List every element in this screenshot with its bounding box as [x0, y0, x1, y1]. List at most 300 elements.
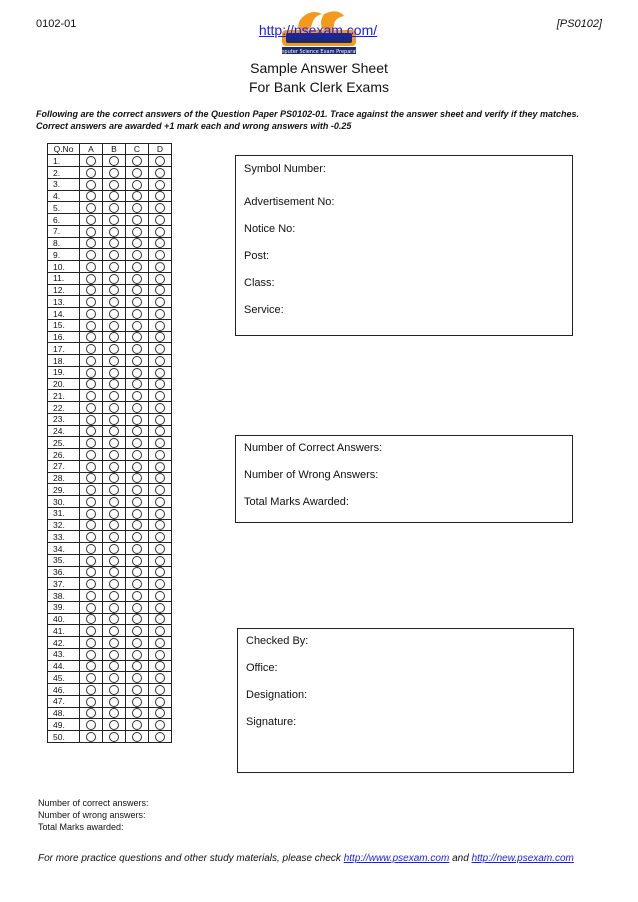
answer-bubble[interactable]: [109, 661, 119, 671]
answer-bubble[interactable]: [86, 567, 96, 577]
answer-row: [48, 167, 172, 179]
answer-bubble[interactable]: [109, 520, 119, 530]
answer-bubble[interactable]: [132, 379, 142, 389]
answer-row: [48, 601, 172, 613]
answer-bubble[interactable]: [155, 708, 165, 718]
answer-bubble[interactable]: [86, 238, 96, 248]
answer-bubble[interactable]: [132, 191, 142, 201]
answer-bubble[interactable]: [155, 685, 165, 695]
answer-bubble[interactable]: [109, 673, 119, 683]
option-cell-c: [126, 613, 149, 625]
answer-bubble[interactable]: [132, 285, 142, 295]
answer-bubble[interactable]: [132, 556, 142, 566]
answer-bubble[interactable]: [86, 485, 96, 495]
answer-bubble[interactable]: [155, 344, 165, 354]
question-number: 32.: [48, 519, 80, 531]
option-cell-d: [149, 484, 172, 496]
answer-bubble[interactable]: [86, 497, 96, 507]
answer-bubble[interactable]: [155, 321, 165, 331]
answer-bubble[interactable]: [109, 379, 119, 389]
question-number: 35.: [48, 554, 80, 566]
answer-bubble[interactable]: [86, 191, 96, 201]
option-cell-d: [149, 225, 172, 237]
option-cell-b: [103, 366, 126, 378]
answer-bubble[interactable]: [86, 661, 96, 671]
answer-bubble[interactable]: [132, 567, 142, 577]
answer-row: [48, 178, 172, 190]
answer-bubble[interactable]: [132, 697, 142, 707]
option-cell-b: [103, 343, 126, 355]
option-cell-b: [103, 472, 126, 484]
answer-bubble[interactable]: [155, 356, 165, 366]
answer-bubble[interactable]: [132, 650, 142, 660]
question-number: 13.: [48, 296, 80, 308]
question-number: 21.: [48, 390, 80, 402]
answer-bubble[interactable]: [132, 462, 142, 472]
answer-grid-header: [48, 144, 172, 155]
answer-bubble[interactable]: [155, 238, 165, 248]
option-cell-d: [149, 625, 172, 637]
answer-bubble[interactable]: [132, 274, 142, 284]
option-cell-c: [126, 178, 149, 190]
answer-row: [48, 543, 172, 555]
option-cell-b: [103, 531, 126, 543]
summary-total: Total Marks awarded:: [38, 822, 124, 832]
answer-bubble[interactable]: [155, 180, 165, 190]
answer-bubble[interactable]: [109, 497, 119, 507]
answer-bubble[interactable]: [86, 403, 96, 413]
answer-bubble[interactable]: [132, 509, 142, 519]
answer-bubble[interactable]: [155, 732, 165, 742]
option-cell-b: [103, 237, 126, 249]
answer-bubble[interactable]: [109, 321, 119, 331]
answer-bubble[interactable]: [132, 180, 142, 190]
answer-bubble[interactable]: [86, 697, 96, 707]
option-cell-a: [80, 507, 103, 519]
answer-bubble[interactable]: [132, 321, 142, 331]
summary-correct: Number of correct answers:: [38, 798, 149, 808]
option-cell-c: [126, 343, 149, 355]
option-cell-c: [126, 590, 149, 602]
answer-bubble[interactable]: [109, 180, 119, 190]
answer-bubble[interactable]: [132, 215, 142, 225]
option-cell-d: [149, 355, 172, 367]
answer-bubble[interactable]: [155, 544, 165, 554]
answer-bubble[interactable]: [86, 227, 96, 237]
answer-bubble[interactable]: [109, 391, 119, 401]
answer-bubble[interactable]: [86, 473, 96, 483]
answer-bubble[interactable]: [155, 285, 165, 295]
answer-bubble[interactable]: [86, 309, 96, 319]
answer-bubble[interactable]: [155, 603, 165, 613]
option-cell-c: [126, 484, 149, 496]
answer-bubble[interactable]: [86, 626, 96, 636]
total-marks-label: Total Marks Awarded:: [244, 496, 349, 508]
option-cell-d: [149, 613, 172, 625]
answer-row: [48, 566, 172, 578]
answer-bubble[interactable]: [109, 215, 119, 225]
answer-bubble[interactable]: [155, 403, 165, 413]
option-cell-b: [103, 202, 126, 214]
answer-bubble[interactable]: [132, 579, 142, 589]
answer-bubble[interactable]: [155, 368, 165, 378]
option-cell-c: [126, 543, 149, 555]
answer-bubble[interactable]: [155, 426, 165, 436]
option-cell-c: [126, 155, 149, 167]
option-cell-c: [126, 460, 149, 472]
answer-bubble[interactable]: [109, 509, 119, 519]
option-cell-a: [80, 449, 103, 461]
answer-bubble[interactable]: [132, 238, 142, 248]
answer-bubble[interactable]: [109, 191, 119, 201]
answer-bubble[interactable]: [155, 697, 165, 707]
answer-bubble[interactable]: [132, 473, 142, 483]
answer-bubble[interactable]: [86, 591, 96, 601]
answer-bubble[interactable]: [109, 285, 119, 295]
answer-bubble[interactable]: [155, 638, 165, 648]
answer-bubble[interactable]: [109, 450, 119, 460]
answer-bubble[interactable]: [86, 544, 96, 554]
option-cell-c: [126, 637, 149, 649]
answer-row: [48, 554, 172, 566]
answer-bubble[interactable]: [86, 509, 96, 519]
answer-bubble[interactable]: [132, 250, 142, 260]
answer-row: [48, 472, 172, 484]
answer-bubble[interactable]: [109, 438, 119, 448]
answer-bubble[interactable]: [132, 661, 142, 671]
option-cell-c: [126, 225, 149, 237]
answer-bubble[interactable]: [155, 191, 165, 201]
answer-bubble[interactable]: [109, 579, 119, 589]
answer-bubble[interactable]: [132, 309, 142, 319]
answer-bubble[interactable]: [86, 168, 96, 178]
correct-answers-label: Number of Correct Answers:: [244, 442, 383, 454]
answer-bubble[interactable]: [132, 403, 142, 413]
answer-row: [48, 319, 172, 331]
question-number: 17.: [48, 343, 80, 355]
answer-bubble[interactable]: [132, 227, 142, 237]
option-cell-d: [149, 601, 172, 613]
answer-bubble[interactable]: [86, 708, 96, 718]
option-cell-b: [103, 272, 126, 284]
answer-bubble[interactable]: [109, 344, 119, 354]
answer-bubble[interactable]: [109, 227, 119, 237]
answer-bubble[interactable]: [86, 462, 96, 472]
answer-bubble[interactable]: [86, 426, 96, 436]
option-cell-a: [80, 484, 103, 496]
option-cell-c: [126, 355, 149, 367]
answer-bubble[interactable]: [109, 368, 119, 378]
answer-bubble[interactable]: [132, 591, 142, 601]
answer-bubble[interactable]: [132, 391, 142, 401]
answer-bubble[interactable]: [86, 603, 96, 613]
answer-bubble[interactable]: [155, 532, 165, 542]
question-number: 19.: [48, 366, 80, 378]
answer-bubble[interactable]: [109, 332, 119, 342]
answer-bubble[interactable]: [109, 732, 119, 742]
answer-bubble[interactable]: [132, 603, 142, 613]
answer-bubble[interactable]: [109, 685, 119, 695]
answer-bubble[interactable]: [86, 321, 96, 331]
answer-bubble[interactable]: [86, 450, 96, 460]
answer-bubble[interactable]: [86, 520, 96, 530]
option-cell-b: [103, 719, 126, 731]
question-number: 34.: [48, 543, 80, 555]
option-cell-c: [126, 449, 149, 461]
answer-bubble[interactable]: [132, 708, 142, 718]
answer-row: [48, 190, 172, 202]
answer-bubble[interactable]: [132, 356, 142, 366]
answer-bubble[interactable]: [155, 567, 165, 577]
answer-bubble[interactable]: [132, 332, 142, 342]
answer-bubble[interactable]: [155, 379, 165, 389]
answer-bubble[interactable]: [132, 368, 142, 378]
answer-bubble[interactable]: [155, 497, 165, 507]
answer-bubble[interactable]: [155, 661, 165, 671]
answer-bubble[interactable]: [86, 368, 96, 378]
answer-bubble[interactable]: [86, 685, 96, 695]
answer-bubble[interactable]: [109, 168, 119, 178]
option-cell-c: [126, 554, 149, 566]
answer-bubble[interactable]: [109, 485, 119, 495]
option-cell-d: [149, 437, 172, 449]
answer-bubble[interactable]: [86, 673, 96, 683]
answer-bubble[interactable]: [132, 673, 142, 683]
answer-bubble[interactable]: [86, 180, 96, 190]
answer-bubble[interactable]: [109, 544, 119, 554]
answer-bubble[interactable]: [86, 274, 96, 284]
answer-bubble[interactable]: [109, 203, 119, 213]
option-cell-a: [80, 308, 103, 320]
answer-bubble[interactable]: [155, 274, 165, 284]
answer-bubble[interactable]: [132, 344, 142, 354]
answer-bubble[interactable]: [109, 708, 119, 718]
answer-bubble[interactable]: [132, 520, 142, 530]
answer-bubble[interactable]: [132, 450, 142, 460]
answer-bubble[interactable]: [109, 638, 119, 648]
answer-bubble[interactable]: [155, 673, 165, 683]
option-cell-d: [149, 202, 172, 214]
option-cell-d: [149, 684, 172, 696]
answer-bubble[interactable]: [86, 203, 96, 213]
answer-bubble[interactable]: [86, 297, 96, 307]
option-cell-b: [103, 319, 126, 331]
option-cell-a: [80, 272, 103, 284]
answer-bubble[interactable]: [155, 485, 165, 495]
answer-bubble[interactable]: [132, 297, 142, 307]
option-cell-d: [149, 566, 172, 578]
option-cell-c: [126, 601, 149, 613]
answer-bubble[interactable]: [132, 415, 142, 425]
option-cell-d: [149, 425, 172, 437]
answer-row: [48, 390, 172, 402]
answer-bubble[interactable]: [86, 285, 96, 295]
answer-bubble[interactable]: [155, 227, 165, 237]
answer-bubble[interactable]: [132, 638, 142, 648]
answer-bubble[interactable]: [109, 403, 119, 413]
option-cell-c: [126, 390, 149, 402]
answer-bubble[interactable]: [132, 168, 142, 178]
header-b: B: [103, 144, 126, 155]
answer-bubble[interactable]: [155, 509, 165, 519]
option-cell-a: [80, 378, 103, 390]
answer-bubble[interactable]: [155, 626, 165, 636]
answer-bubble[interactable]: [86, 379, 96, 389]
answer-bubble[interactable]: [109, 274, 119, 284]
answer-bubble[interactable]: [132, 497, 142, 507]
question-number: 27.: [48, 460, 80, 472]
answer-bubble[interactable]: [109, 650, 119, 660]
answer-bubble[interactable]: [155, 579, 165, 589]
logo-link[interactable]: http://psexam.com/: [258, 22, 378, 38]
answer-bubble[interactable]: [109, 356, 119, 366]
answer-bubble[interactable]: [86, 579, 96, 589]
option-cell-c: [126, 319, 149, 331]
answer-bubble[interactable]: [86, 262, 96, 272]
answer-bubble[interactable]: [155, 203, 165, 213]
office-label: Office:: [246, 662, 278, 674]
answer-row: [48, 590, 172, 602]
answer-bubble[interactable]: [132, 614, 142, 624]
answer-bubble[interactable]: [155, 415, 165, 425]
answer-bubble[interactable]: [86, 156, 96, 166]
answer-row: [48, 660, 172, 672]
answer-bubble[interactable]: [86, 391, 96, 401]
answer-bubble[interactable]: [86, 415, 96, 425]
answer-bubble[interactable]: [109, 626, 119, 636]
answer-bubble[interactable]: [109, 156, 119, 166]
answer-bubble[interactable]: [109, 556, 119, 566]
answer-bubble[interactable]: [155, 250, 165, 260]
option-cell-a: [80, 366, 103, 378]
option-cell-a: [80, 731, 103, 743]
answer-bubble[interactable]: [109, 614, 119, 624]
answer-bubble[interactable]: [155, 614, 165, 624]
answer-bubble[interactable]: [109, 415, 119, 425]
answer-bubble[interactable]: [86, 614, 96, 624]
answer-bubble[interactable]: [109, 297, 119, 307]
answer-bubble[interactable]: [86, 332, 96, 342]
answer-bubble[interactable]: [155, 168, 165, 178]
option-cell-d: [149, 578, 172, 590]
question-number: 47.: [48, 695, 80, 707]
answer-row: [48, 237, 172, 249]
answer-bubble[interactable]: [132, 485, 142, 495]
answer-bubble[interactable]: [132, 156, 142, 166]
option-cell-a: [80, 437, 103, 449]
option-cell-c: [126, 214, 149, 226]
answer-bubble[interactable]: [86, 344, 96, 354]
answer-bubble[interactable]: [155, 520, 165, 530]
answer-bubble[interactable]: [155, 450, 165, 460]
answer-bubble[interactable]: [155, 391, 165, 401]
footer-link-new-psexam[interactable]: http://new.psexam.com: [471, 853, 574, 864]
answer-bubble[interactable]: [109, 426, 119, 436]
answer-bubble[interactable]: [109, 462, 119, 472]
answer-bubble[interactable]: [86, 720, 96, 730]
question-number: 33.: [48, 531, 80, 543]
answer-bubble[interactable]: [86, 732, 96, 742]
option-cell-a: [80, 390, 103, 402]
answer-bubble[interactable]: [155, 473, 165, 483]
answer-bubble[interactable]: [132, 720, 142, 730]
answer-bubble[interactable]: [132, 532, 142, 542]
option-cell-b: [103, 402, 126, 414]
answer-bubble[interactable]: [109, 250, 119, 260]
answer-bubble[interactable]: [132, 544, 142, 554]
option-cell-a: [80, 413, 103, 425]
answer-bubble[interactable]: [155, 156, 165, 166]
answer-bubble[interactable]: [132, 426, 142, 436]
option-cell-d: [149, 331, 172, 343]
answer-bubble[interactable]: [132, 685, 142, 695]
answer-bubble[interactable]: [132, 262, 142, 272]
answer-row: [48, 625, 172, 637]
symbol-number-label: Symbol Number:: [244, 163, 326, 175]
option-cell-c: [126, 190, 149, 202]
question-number: 29.: [48, 484, 80, 496]
answer-bubble[interactable]: [109, 262, 119, 272]
sheet-subtitle: For Bank Clerk Exams: [248, 79, 390, 95]
answer-bubble[interactable]: [132, 203, 142, 213]
answer-bubble[interactable]: [155, 297, 165, 307]
option-cell-c: [126, 531, 149, 543]
answer-bubble[interactable]: [155, 332, 165, 342]
header-a: A: [80, 144, 103, 155]
answer-bubble[interactable]: [155, 309, 165, 319]
answer-bubble[interactable]: [86, 438, 96, 448]
answer-bubble[interactable]: [132, 732, 142, 742]
answer-bubble[interactable]: [109, 532, 119, 542]
footer-link-psexam[interactable]: http://www.psexam.com: [343, 853, 450, 864]
answer-bubble[interactable]: [109, 697, 119, 707]
option-cell-a: [80, 331, 103, 343]
answer-bubble[interactable]: [155, 556, 165, 566]
answer-bubble[interactable]: [86, 250, 96, 260]
answer-row: [48, 519, 172, 531]
option-cell-c: [126, 425, 149, 437]
answer-bubble[interactable]: [86, 532, 96, 542]
answer-bubble[interactable]: [109, 603, 119, 613]
answer-bubble[interactable]: [155, 720, 165, 730]
option-cell-a: [80, 707, 103, 719]
answer-bubble[interactable]: [132, 438, 142, 448]
answer-bubble[interactable]: [86, 556, 96, 566]
answer-bubble[interactable]: [155, 591, 165, 601]
answer-bubble[interactable]: [109, 309, 119, 319]
option-cell-b: [103, 507, 126, 519]
answer-bubble[interactable]: [109, 567, 119, 577]
answer-bubble[interactable]: [155, 438, 165, 448]
answer-grid: [47, 143, 172, 743]
answer-bubble[interactable]: [132, 626, 142, 636]
answer-bubble[interactable]: [86, 215, 96, 225]
option-cell-c: [126, 707, 149, 719]
answer-bubble[interactable]: [109, 473, 119, 483]
answer-bubble[interactable]: [155, 462, 165, 472]
answer-bubble[interactable]: [155, 215, 165, 225]
answer-bubble[interactable]: [86, 356, 96, 366]
answer-bubble[interactable]: [86, 650, 96, 660]
answer-bubble[interactable]: [155, 262, 165, 272]
answer-bubble[interactable]: [109, 591, 119, 601]
sheet-title: Sample Answer Sheet: [250, 60, 388, 76]
answer-bubble[interactable]: [109, 238, 119, 248]
answer-bubble[interactable]: [155, 650, 165, 660]
answer-bubble[interactable]: [86, 638, 96, 648]
question-number: 2.: [48, 167, 80, 179]
answer-bubble[interactable]: [109, 720, 119, 730]
